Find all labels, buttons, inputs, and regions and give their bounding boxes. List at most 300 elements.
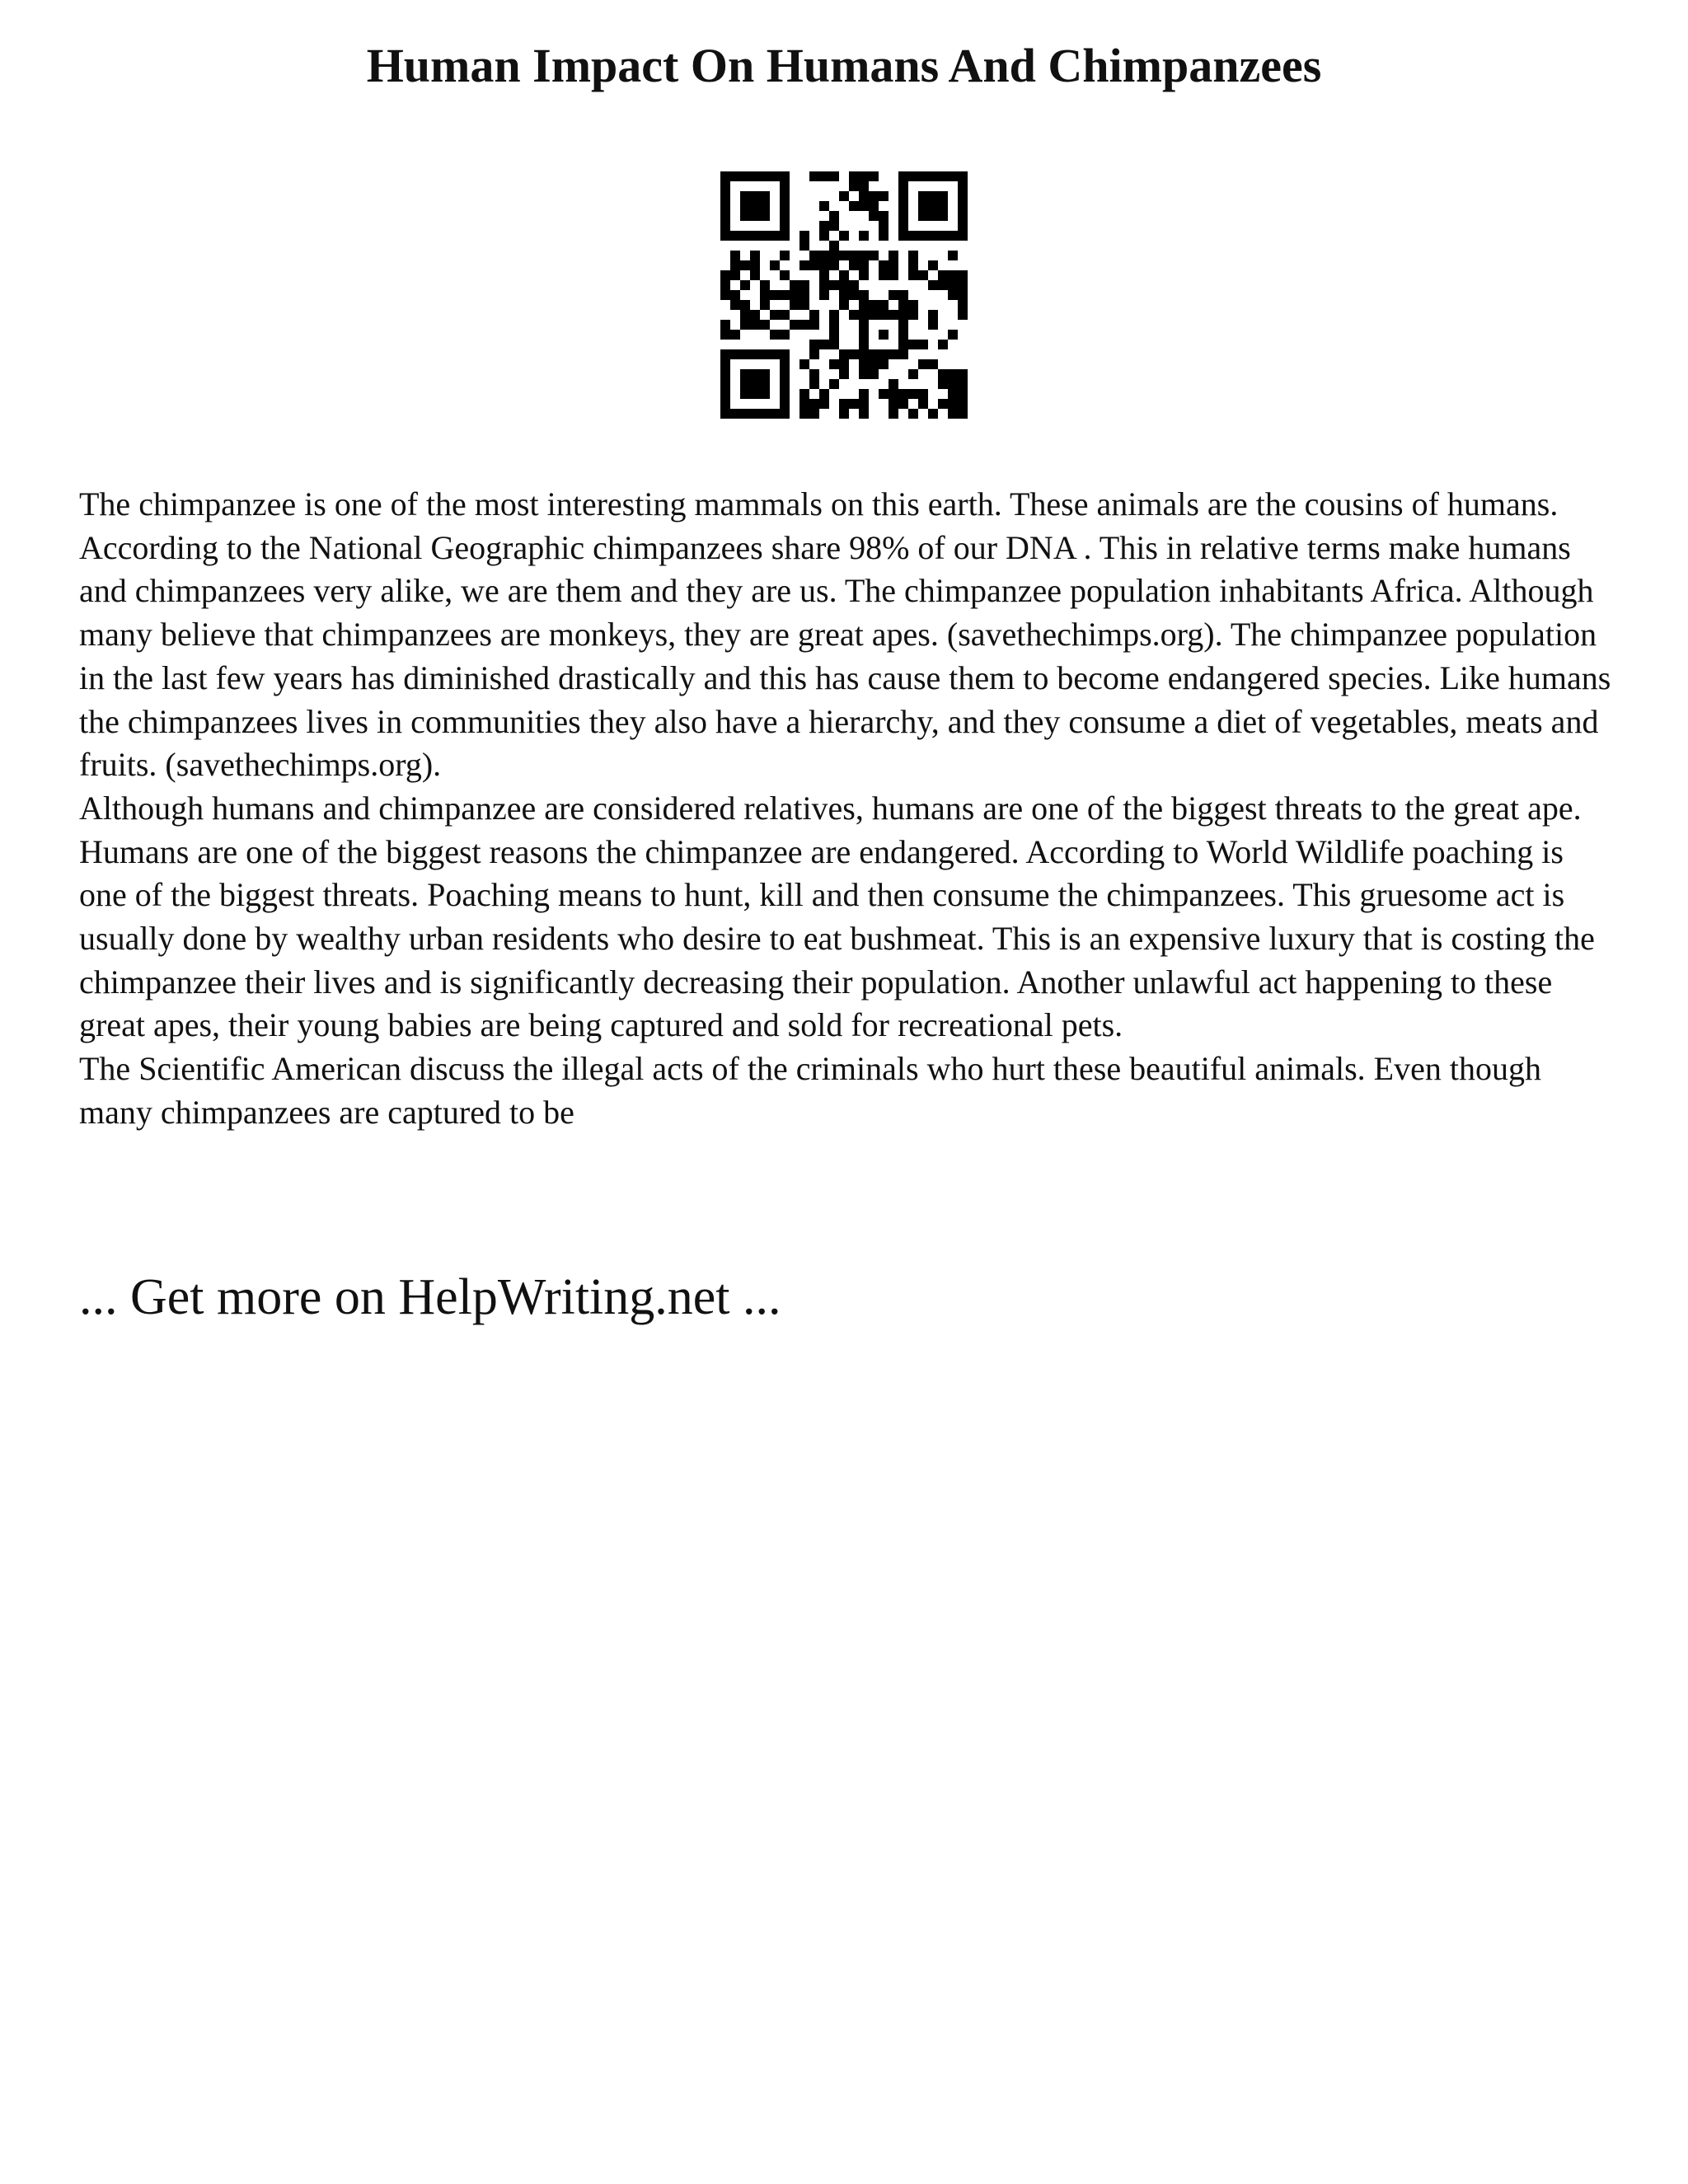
qr-module <box>958 181 968 191</box>
qr-module <box>958 201 968 211</box>
qr-module <box>898 211 908 221</box>
qr-module <box>730 251 740 260</box>
qr-module <box>879 260 889 270</box>
qr-module <box>720 221 730 231</box>
qr-module <box>720 409 730 419</box>
qr-module <box>720 280 730 290</box>
qr-module <box>908 171 918 181</box>
qr-module <box>720 181 730 191</box>
qr-module <box>750 379 760 389</box>
qr-module <box>898 330 908 340</box>
qr-module <box>928 201 938 211</box>
qr-module <box>780 201 790 211</box>
qr-module <box>770 330 780 340</box>
qr-module <box>829 310 839 320</box>
qr-module <box>869 251 879 260</box>
qr-module <box>740 349 750 359</box>
qr-module <box>859 340 869 349</box>
qr-module <box>780 389 790 399</box>
qr-module <box>849 310 859 320</box>
qr-module <box>869 201 879 211</box>
qr-module <box>740 389 750 399</box>
qr-module <box>908 409 918 419</box>
qr-module <box>829 171 839 181</box>
qr-module <box>730 409 740 419</box>
qr-module <box>720 369 730 379</box>
qr-module <box>938 270 948 280</box>
qr-module <box>908 300 918 310</box>
qr-module <box>750 211 760 221</box>
qr-module <box>879 330 889 340</box>
qr-module <box>958 290 968 300</box>
qr-module <box>780 310 790 320</box>
qr-module <box>740 211 750 221</box>
qr-module <box>869 191 879 201</box>
qr-module <box>720 330 730 340</box>
qr-module <box>849 171 859 181</box>
qr-module <box>908 260 918 270</box>
qr-module <box>938 399 948 409</box>
qr-module <box>879 300 889 310</box>
qr-module <box>819 251 829 260</box>
qr-module <box>898 191 908 201</box>
qr-module <box>780 251 790 260</box>
qr-module <box>799 241 809 251</box>
qr-module <box>859 389 869 399</box>
qr-module <box>780 181 790 191</box>
qr-module <box>849 201 859 211</box>
qr-module <box>938 231 948 241</box>
qr-module <box>928 211 938 221</box>
qr-module <box>720 320 730 330</box>
qr-module <box>799 320 809 330</box>
qr-module <box>809 399 819 409</box>
qr-module <box>869 369 879 379</box>
qr-module <box>780 330 790 340</box>
qr-module <box>780 221 790 231</box>
qr-module <box>730 171 740 181</box>
qr-module <box>859 300 869 310</box>
document-body <box>79 483 1612 1135</box>
qr-module <box>790 280 799 290</box>
qr-module <box>849 280 859 290</box>
qr-module <box>720 211 730 221</box>
qr-module <box>889 399 898 409</box>
qr-module <box>859 330 869 340</box>
qr-module <box>918 211 928 221</box>
qr-module <box>809 379 819 389</box>
qr-module <box>908 369 918 379</box>
qr-module <box>849 399 859 409</box>
qr-module <box>770 349 780 359</box>
qr-module <box>780 379 790 389</box>
qr-module <box>948 231 958 241</box>
qr-module <box>839 270 849 280</box>
qr-module <box>859 290 869 300</box>
qr-module <box>799 399 809 409</box>
qr-module <box>898 349 908 359</box>
qr-module <box>928 320 938 330</box>
qr-module <box>760 300 770 310</box>
qr-module <box>898 231 908 241</box>
qr-module <box>889 349 898 359</box>
qr-module <box>760 211 770 221</box>
qr-module <box>869 171 879 181</box>
qr-module <box>879 349 889 359</box>
qr-module <box>809 310 819 320</box>
qr-module <box>799 260 809 270</box>
qr-module <box>819 260 829 270</box>
qr-module <box>958 231 968 241</box>
qr-code-icon[interactable] <box>720 171 968 419</box>
qr-module <box>948 280 958 290</box>
qr-module <box>908 310 918 320</box>
qr-module <box>829 359 839 369</box>
qr-module <box>819 201 829 211</box>
qr-module <box>730 260 740 270</box>
qr-module <box>839 349 849 359</box>
qr-module <box>819 399 829 409</box>
qr-module <box>760 280 770 290</box>
qr-module <box>928 260 938 270</box>
qr-module <box>889 310 898 320</box>
qr-module <box>918 231 928 241</box>
qr-module <box>819 270 829 280</box>
qr-module <box>799 231 809 241</box>
qr-module <box>760 320 770 330</box>
qr-module <box>829 379 839 389</box>
qr-module <box>720 290 730 300</box>
paragraph-1: The chimpanzee is one of the most interesting mammals on this earth. These animals are the cousins of humans. According to the National Geographic chimpanzees share 98% of our DNA . This in relative terms make humans and chimpanzees very alike, we are them and they are us. The chimpanzee population inhabitants Africa. Although many believe that chimpanzees are monkeys, they are great apes. (savethechimps.org). The chimpanzee population in the last few years has diminished drastically and this has cause them to become endangered species. Like humans the chimpanzees lives in communities they also have a hierarchy, and they consume a diet of vegetables, meats and fruits. (savethechimps.org). <box>79 485 1611 784</box>
qr-module <box>918 201 928 211</box>
qr-module <box>770 409 780 419</box>
qr-module <box>740 310 750 320</box>
qr-module <box>720 379 730 389</box>
qr-module <box>879 211 889 221</box>
qr-module <box>948 290 958 300</box>
qr-module <box>760 231 770 241</box>
qr-module <box>948 389 958 399</box>
qr-module <box>819 389 829 399</box>
qr-module <box>819 340 829 349</box>
qr-module <box>898 201 908 211</box>
qr-module <box>958 389 968 399</box>
qr-module <box>770 171 780 181</box>
qr-module <box>869 359 879 369</box>
qr-module <box>730 300 740 310</box>
qr-module <box>740 171 750 181</box>
qr-module <box>799 359 809 369</box>
qr-module <box>869 300 879 310</box>
qr-module <box>879 231 889 241</box>
qr-module <box>948 369 958 379</box>
qr-module <box>918 389 928 399</box>
qr-module <box>849 260 859 270</box>
qr-module <box>799 280 809 290</box>
qr-module <box>770 290 780 300</box>
qr-module <box>948 379 958 389</box>
qr-module <box>918 191 928 201</box>
qr-module <box>859 349 869 359</box>
qr-module <box>928 409 938 419</box>
qr-module <box>839 409 849 419</box>
qr-module <box>859 201 869 211</box>
qr-module <box>898 389 908 399</box>
qr-module <box>839 290 849 300</box>
qr-module <box>859 320 869 330</box>
qr-module <box>750 231 760 241</box>
qr-module <box>918 171 928 181</box>
qr-module <box>780 191 790 201</box>
qr-module <box>809 251 819 260</box>
qr-module <box>859 399 869 409</box>
qr-module <box>829 211 839 221</box>
get-more-link[interactable]: ... Get more on HelpWriting.net ... <box>79 1269 781 1325</box>
qr-module <box>918 359 928 369</box>
qr-module <box>829 280 839 290</box>
qr-module <box>839 369 849 379</box>
qr-module <box>898 399 908 409</box>
qr-module <box>760 369 770 379</box>
qr-module <box>889 251 898 260</box>
qr-module <box>859 409 869 419</box>
qr-module <box>889 409 898 419</box>
qr-module <box>760 171 770 181</box>
qr-module <box>898 171 908 181</box>
qr-module <box>760 409 770 419</box>
qr-module <box>938 369 948 379</box>
qr-module <box>898 300 908 310</box>
qr-module <box>750 191 760 201</box>
qr-module <box>898 310 908 320</box>
qr-module <box>809 320 819 330</box>
qr-module <box>869 211 879 221</box>
qr-module <box>869 310 879 320</box>
qr-module <box>740 231 750 241</box>
qr-module <box>750 409 760 419</box>
qr-module <box>780 349 790 359</box>
document-title: Human Impact On Humans And Chimpanzees <box>366 39 1322 92</box>
qr-module <box>720 171 730 181</box>
qr-module <box>780 211 790 221</box>
qr-module <box>740 300 750 310</box>
qr-module <box>898 290 908 300</box>
qr-module <box>740 280 750 290</box>
qr-module <box>750 369 760 379</box>
qr-module <box>740 409 750 419</box>
qr-module <box>859 369 869 379</box>
qr-module <box>938 171 948 181</box>
qr-module <box>750 260 760 270</box>
qr-module <box>730 290 740 300</box>
qr-module <box>740 320 750 330</box>
qr-module <box>879 310 889 320</box>
qr-module <box>760 379 770 389</box>
qr-module <box>839 231 849 241</box>
qr-module <box>740 201 750 211</box>
qr-module <box>948 330 958 340</box>
qr-module <box>958 211 968 221</box>
qr-module <box>898 221 908 231</box>
qr-module <box>780 171 790 181</box>
qr-module <box>809 409 819 419</box>
qr-module <box>958 300 968 310</box>
qr-module <box>938 201 948 211</box>
qr-module <box>780 409 790 419</box>
qr-module <box>859 231 869 241</box>
qr-module <box>780 231 790 241</box>
qr-module <box>889 379 898 389</box>
qr-module <box>869 349 879 359</box>
qr-module <box>849 251 859 260</box>
qr-module <box>760 389 770 399</box>
qr-module <box>928 231 938 241</box>
qr-module <box>780 270 790 280</box>
qr-module <box>740 369 750 379</box>
qr-module <box>799 290 809 300</box>
qr-module <box>859 251 869 260</box>
qr-module <box>760 201 770 211</box>
qr-module <box>720 270 730 280</box>
qr-module <box>958 379 968 389</box>
qr-module <box>720 201 730 211</box>
qr-module <box>908 389 918 399</box>
qr-module <box>958 280 968 290</box>
qr-module <box>760 349 770 359</box>
qr-module <box>809 171 819 181</box>
qr-module <box>958 399 968 409</box>
qr-code-graphic <box>720 171 968 419</box>
qr-module <box>829 320 839 330</box>
qr-module <box>928 280 938 290</box>
qr-module <box>720 359 730 369</box>
qr-module <box>839 191 849 201</box>
qr-module <box>948 171 958 181</box>
qr-module <box>720 231 730 241</box>
qr-module <box>730 330 740 340</box>
qr-module <box>938 340 948 349</box>
qr-module <box>938 191 948 201</box>
qr-module <box>730 270 740 280</box>
qr-module <box>958 191 968 201</box>
qr-module <box>819 171 829 181</box>
qr-module <box>859 310 869 320</box>
qr-module <box>829 241 839 251</box>
qr-module <box>750 201 760 211</box>
qr-module <box>958 310 968 320</box>
qr-module <box>859 191 869 201</box>
qr-module <box>819 231 829 241</box>
qr-module <box>809 260 819 270</box>
qr-module <box>958 171 968 181</box>
qr-module <box>829 330 839 340</box>
qr-module <box>780 290 790 300</box>
qr-module <box>908 231 918 241</box>
qr-module <box>859 181 869 191</box>
qr-module <box>928 359 938 369</box>
qr-module <box>780 399 790 409</box>
qr-module <box>908 270 918 280</box>
qr-module <box>938 280 948 290</box>
qr-module <box>889 290 898 300</box>
paragraph-2: Although humans and chimpanzee are considered relatives, humans are one of the biggest threats to the great ape. Humans are one of the biggest reasons the chimpanzee are endangered. According to World Wildlife poaching is one of the biggest threats. Poaching means to hunt, kill and then consume the chimpanzees. This gruesome act is usually done by wealthy urban residents who desire to eat bushmeat. This is an expensive luxury that is costing the chimpanzee their lives and is significantly decreasing their population. Another unlawful act happening to these great apes, their young babies are being captured and sold for recreational pets. <box>79 789 1595 1044</box>
qr-module <box>819 221 829 231</box>
qr-module <box>918 340 928 349</box>
qr-module <box>720 399 730 409</box>
qr-module <box>918 399 928 409</box>
qr-module <box>928 310 938 320</box>
qr-module <box>829 251 839 260</box>
qr-module <box>809 340 819 349</box>
qr-module <box>948 409 958 419</box>
qr-module <box>799 409 809 419</box>
qr-module <box>809 369 819 379</box>
qr-module <box>799 300 809 310</box>
qr-module <box>948 251 958 260</box>
qr-module <box>898 340 908 349</box>
qr-module <box>958 369 968 379</box>
qr-module <box>790 300 799 310</box>
qr-module <box>730 349 740 359</box>
qr-module <box>790 290 799 300</box>
qr-module <box>879 221 889 231</box>
qr-module <box>958 221 968 231</box>
qr-module <box>720 349 730 359</box>
qr-module <box>948 270 958 280</box>
qr-module <box>958 270 968 280</box>
qr-module <box>760 290 770 300</box>
qr-module <box>918 270 928 280</box>
qr-module <box>790 320 799 330</box>
qr-module <box>750 270 760 280</box>
qr-module <box>958 409 968 419</box>
qr-module <box>889 270 898 280</box>
qr-module <box>859 270 869 280</box>
qr-module <box>908 340 918 349</box>
qr-module <box>720 389 730 399</box>
qr-module <box>928 191 938 201</box>
qr-module <box>740 260 750 270</box>
qr-module <box>928 171 938 181</box>
qr-module <box>879 191 889 201</box>
qr-module <box>938 211 948 221</box>
qr-module <box>819 280 829 290</box>
qr-module <box>859 260 869 270</box>
qr-module <box>740 191 750 201</box>
qr-module <box>839 359 849 369</box>
qr-module <box>908 251 918 260</box>
qr-module <box>849 290 859 300</box>
qr-module <box>889 389 898 399</box>
qr-module <box>770 231 780 241</box>
qr-module <box>770 260 780 270</box>
qr-module <box>740 379 750 389</box>
qr-module <box>799 389 809 399</box>
qr-module <box>780 359 790 369</box>
qr-module <box>839 280 849 290</box>
qr-module <box>849 181 859 191</box>
qr-module <box>839 399 849 409</box>
qr-module <box>730 231 740 241</box>
qr-module <box>879 389 889 399</box>
qr-module <box>829 221 839 231</box>
qr-module <box>750 171 760 181</box>
qr-module <box>948 399 958 409</box>
qr-module <box>770 310 780 320</box>
qr-module <box>839 251 849 260</box>
qr-module <box>750 320 760 330</box>
qr-module <box>879 270 889 280</box>
